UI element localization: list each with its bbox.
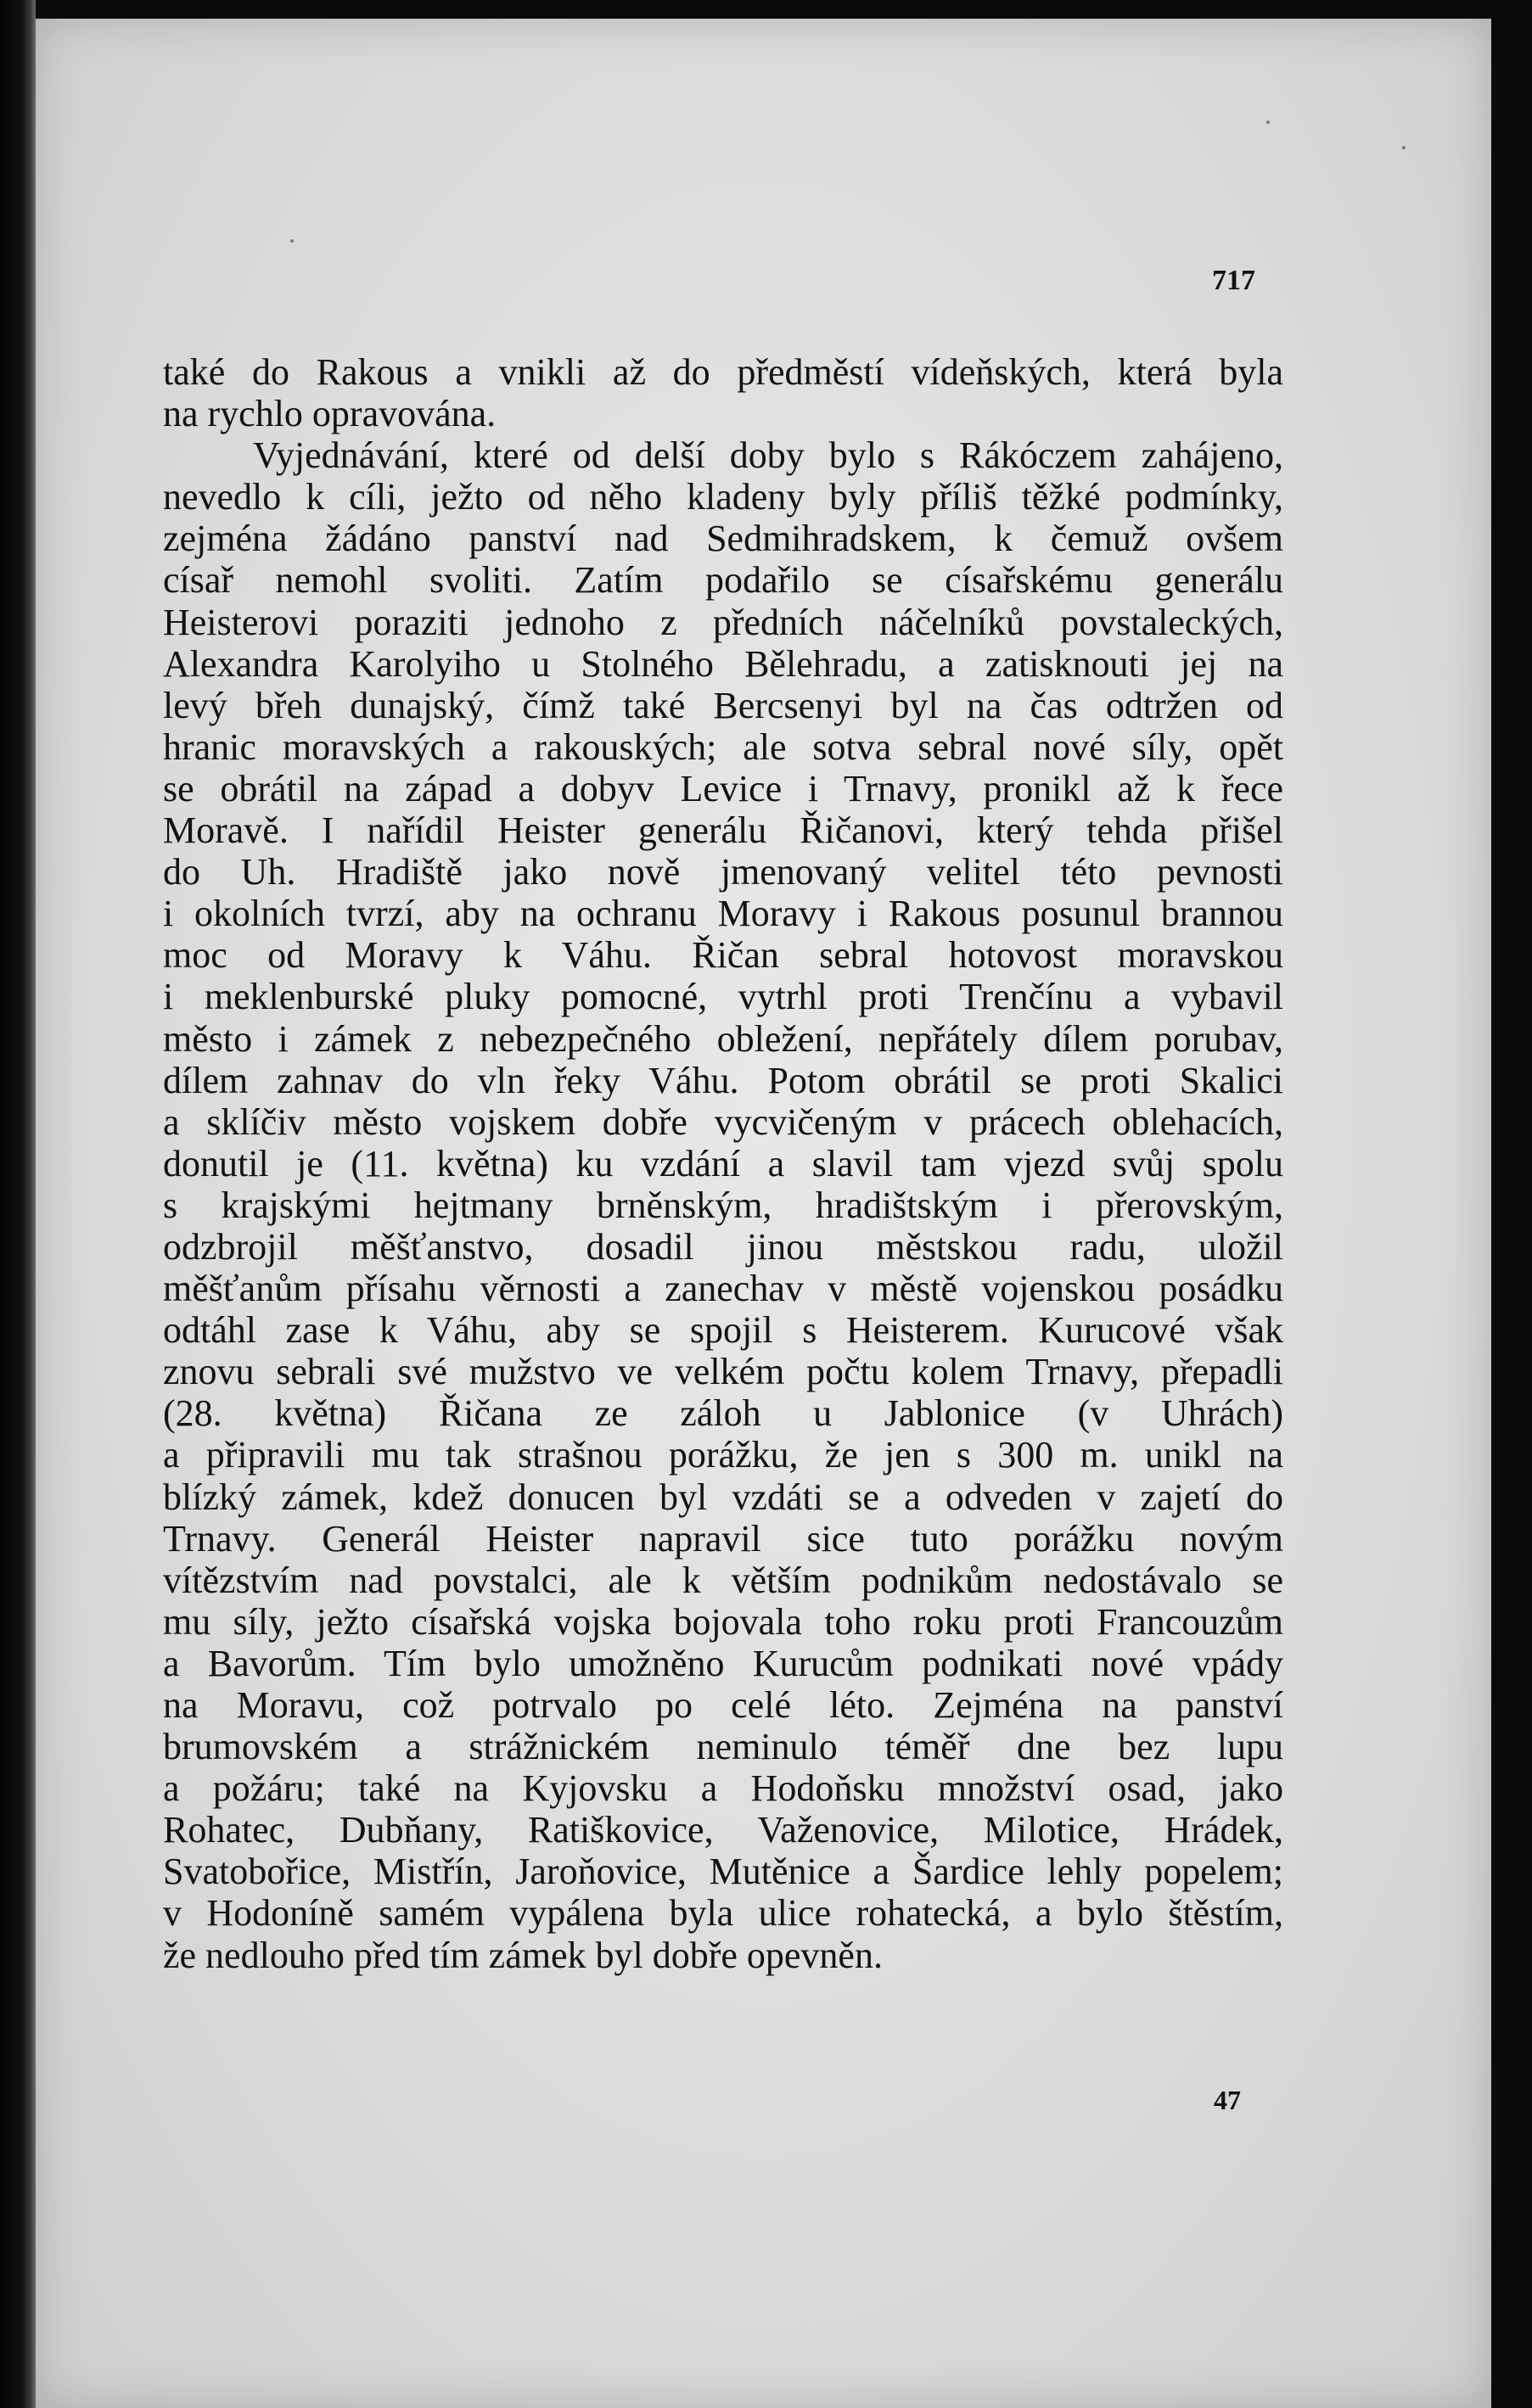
text-line: a požáru; také na Kyjovsku a Hodoňsku množství osad, jako [163, 1767, 1283, 1810]
text-line: mu síly, ježto císařská vojska bojovala toho roku proti Francouzům [163, 1600, 1283, 1643]
text-line: odzbrojil měšťanstvo, dosadil jinou městskou radu, uložil [163, 1225, 1283, 1268]
text-line: donutil je (11. května) ku vzdání a slavil tam vjezd svůj spolu [163, 1142, 1283, 1184]
text-line: s krajskými hejtmany brněnským, hradištským i přerovským, [163, 1184, 1283, 1226]
text-line: blízký zámek, kdež donucen byl vzdáti se a odveden v zajetí do [163, 1476, 1283, 1518]
signature-mark: 47 [1214, 2085, 1241, 2115]
text-line: město i zámek z nebezpečného obležení, nepřátely dílem porubav, [163, 1017, 1283, 1060]
text-line: Trnavy. Generál Heister napravil sice tuto porážku novým [163, 1517, 1283, 1560]
text-line: Alexandra Karolyiho u Stolného Bělehradu, a zatisknouti jej na [163, 642, 1283, 685]
body-text [163, 351, 1283, 1976]
text-line: odtáhl zase k Váhu, aby se spojil s Heisterem. Kurucové však [163, 1309, 1283, 1352]
text-line: i meklenburské pluky pomocné, vytrhl proti Trenčínu a vybavil [163, 976, 1283, 1018]
text-line: levý břeh dunajský, čímž také Bercsenyi byl na čas odtržen od [163, 684, 1283, 726]
text-line: zejména žádáno panství nad Sedmihradskem, k čemuž ovšem [163, 518, 1283, 560]
text-line: hranic moravských a rakouských; ale sotva sebral nové síly, opět [163, 725, 1283, 768]
book-page [36, 19, 1491, 2408]
text-line: Moravě. I nařídil Heister generálu Řičanovi, který tehda přišel [163, 809, 1283, 852]
text-line: císař nemohl svoliti. Zatím podařilo se císařskému generálu [163, 559, 1283, 602]
scan-border-left [0, 0, 36, 2408]
scan-speck [290, 239, 294, 243]
text-line: na rychlo opravována. [163, 393, 497, 435]
text-line: že nedlouho před tím zámek byl dobře opevněn. [163, 1934, 883, 1976]
text-line: Rohatec, Dubňany, Ratiškovice, Važenovice, Milotice, Hrádek, [163, 1809, 1283, 1851]
text-line: znovu sebrali své mužstvo ve velkém počtu kolem Trnavy, přepadli [163, 1351, 1283, 1393]
text-line: nevedlo k cíli, ježto od něho kladeny byly příliš těžké podmínky, [163, 476, 1283, 518]
text-line: Vyjednávání, které od delší doby bylo s Rákóczem zahájeno, [253, 434, 1283, 477]
text-line: měšťanům přísahu věrnosti a zanechav v městě vojenskou posádku [163, 1268, 1283, 1310]
scan-speck [1266, 120, 1270, 124]
text-line: moc od Moravy k Váhu. Řičan sebral hotovost moravskou [163, 934, 1283, 977]
text-line: Heisterovi poraziti jednoho z předních náčelníků povstaleckých, [163, 601, 1283, 643]
text-line: a sklíčiv město vojskem dobře vycvičeným v prácech oblehacích, [163, 1100, 1283, 1143]
text-line: se obrátil na západ a dobyv Levice i Trnavy, pronikl až k řece [163, 767, 1283, 809]
text-line: vítězstvím nad povstalci, ale k větším podnikům nedostávalo se [163, 1559, 1283, 1601]
text-line: v Hodoníně samém vypálena byla ulice rohatecká, a bylo štěstím, [163, 1892, 1283, 1935]
text-line: (28. května) Řičana ze záloh u Jablonice (v Uhrách) [163, 1392, 1283, 1435]
text-line: a Bavorům. Tím bylo umožněno Kurucům podnikati nové vpády [163, 1642, 1283, 1684]
text-line: do Uh. Hradiště jako nově jmenovaný velitel této pevnosti [163, 851, 1283, 893]
text-line: a připravili mu tak strašnou porážku, že jen s 300 m. unikl na [163, 1434, 1283, 1476]
text-line: i okolních tvrzí, aby na ochranu Moravy i Rakous posunul brannou [163, 893, 1283, 935]
text-line: dílem zahnav do vln řeky Váhu. Potom obrátil se proti Skalici [163, 1059, 1283, 1101]
text-line: také do Rakous a vnikli až do předměstí vídeňských, která byla [163, 351, 1283, 393]
page-number: 717 [1212, 265, 1255, 296]
text-line: na Moravu, což potrvalo po celé léto. Zejména na panství [163, 1684, 1283, 1726]
text-line: brumovském a strážnickém neminulo téměř dne bez lupu [163, 1726, 1283, 1768]
text-line: Svatobořice, Mistřín, Jaroňovice, Mutěnice a Šardice lehly popelem; [163, 1851, 1283, 1893]
scan-speck [1402, 146, 1406, 149]
